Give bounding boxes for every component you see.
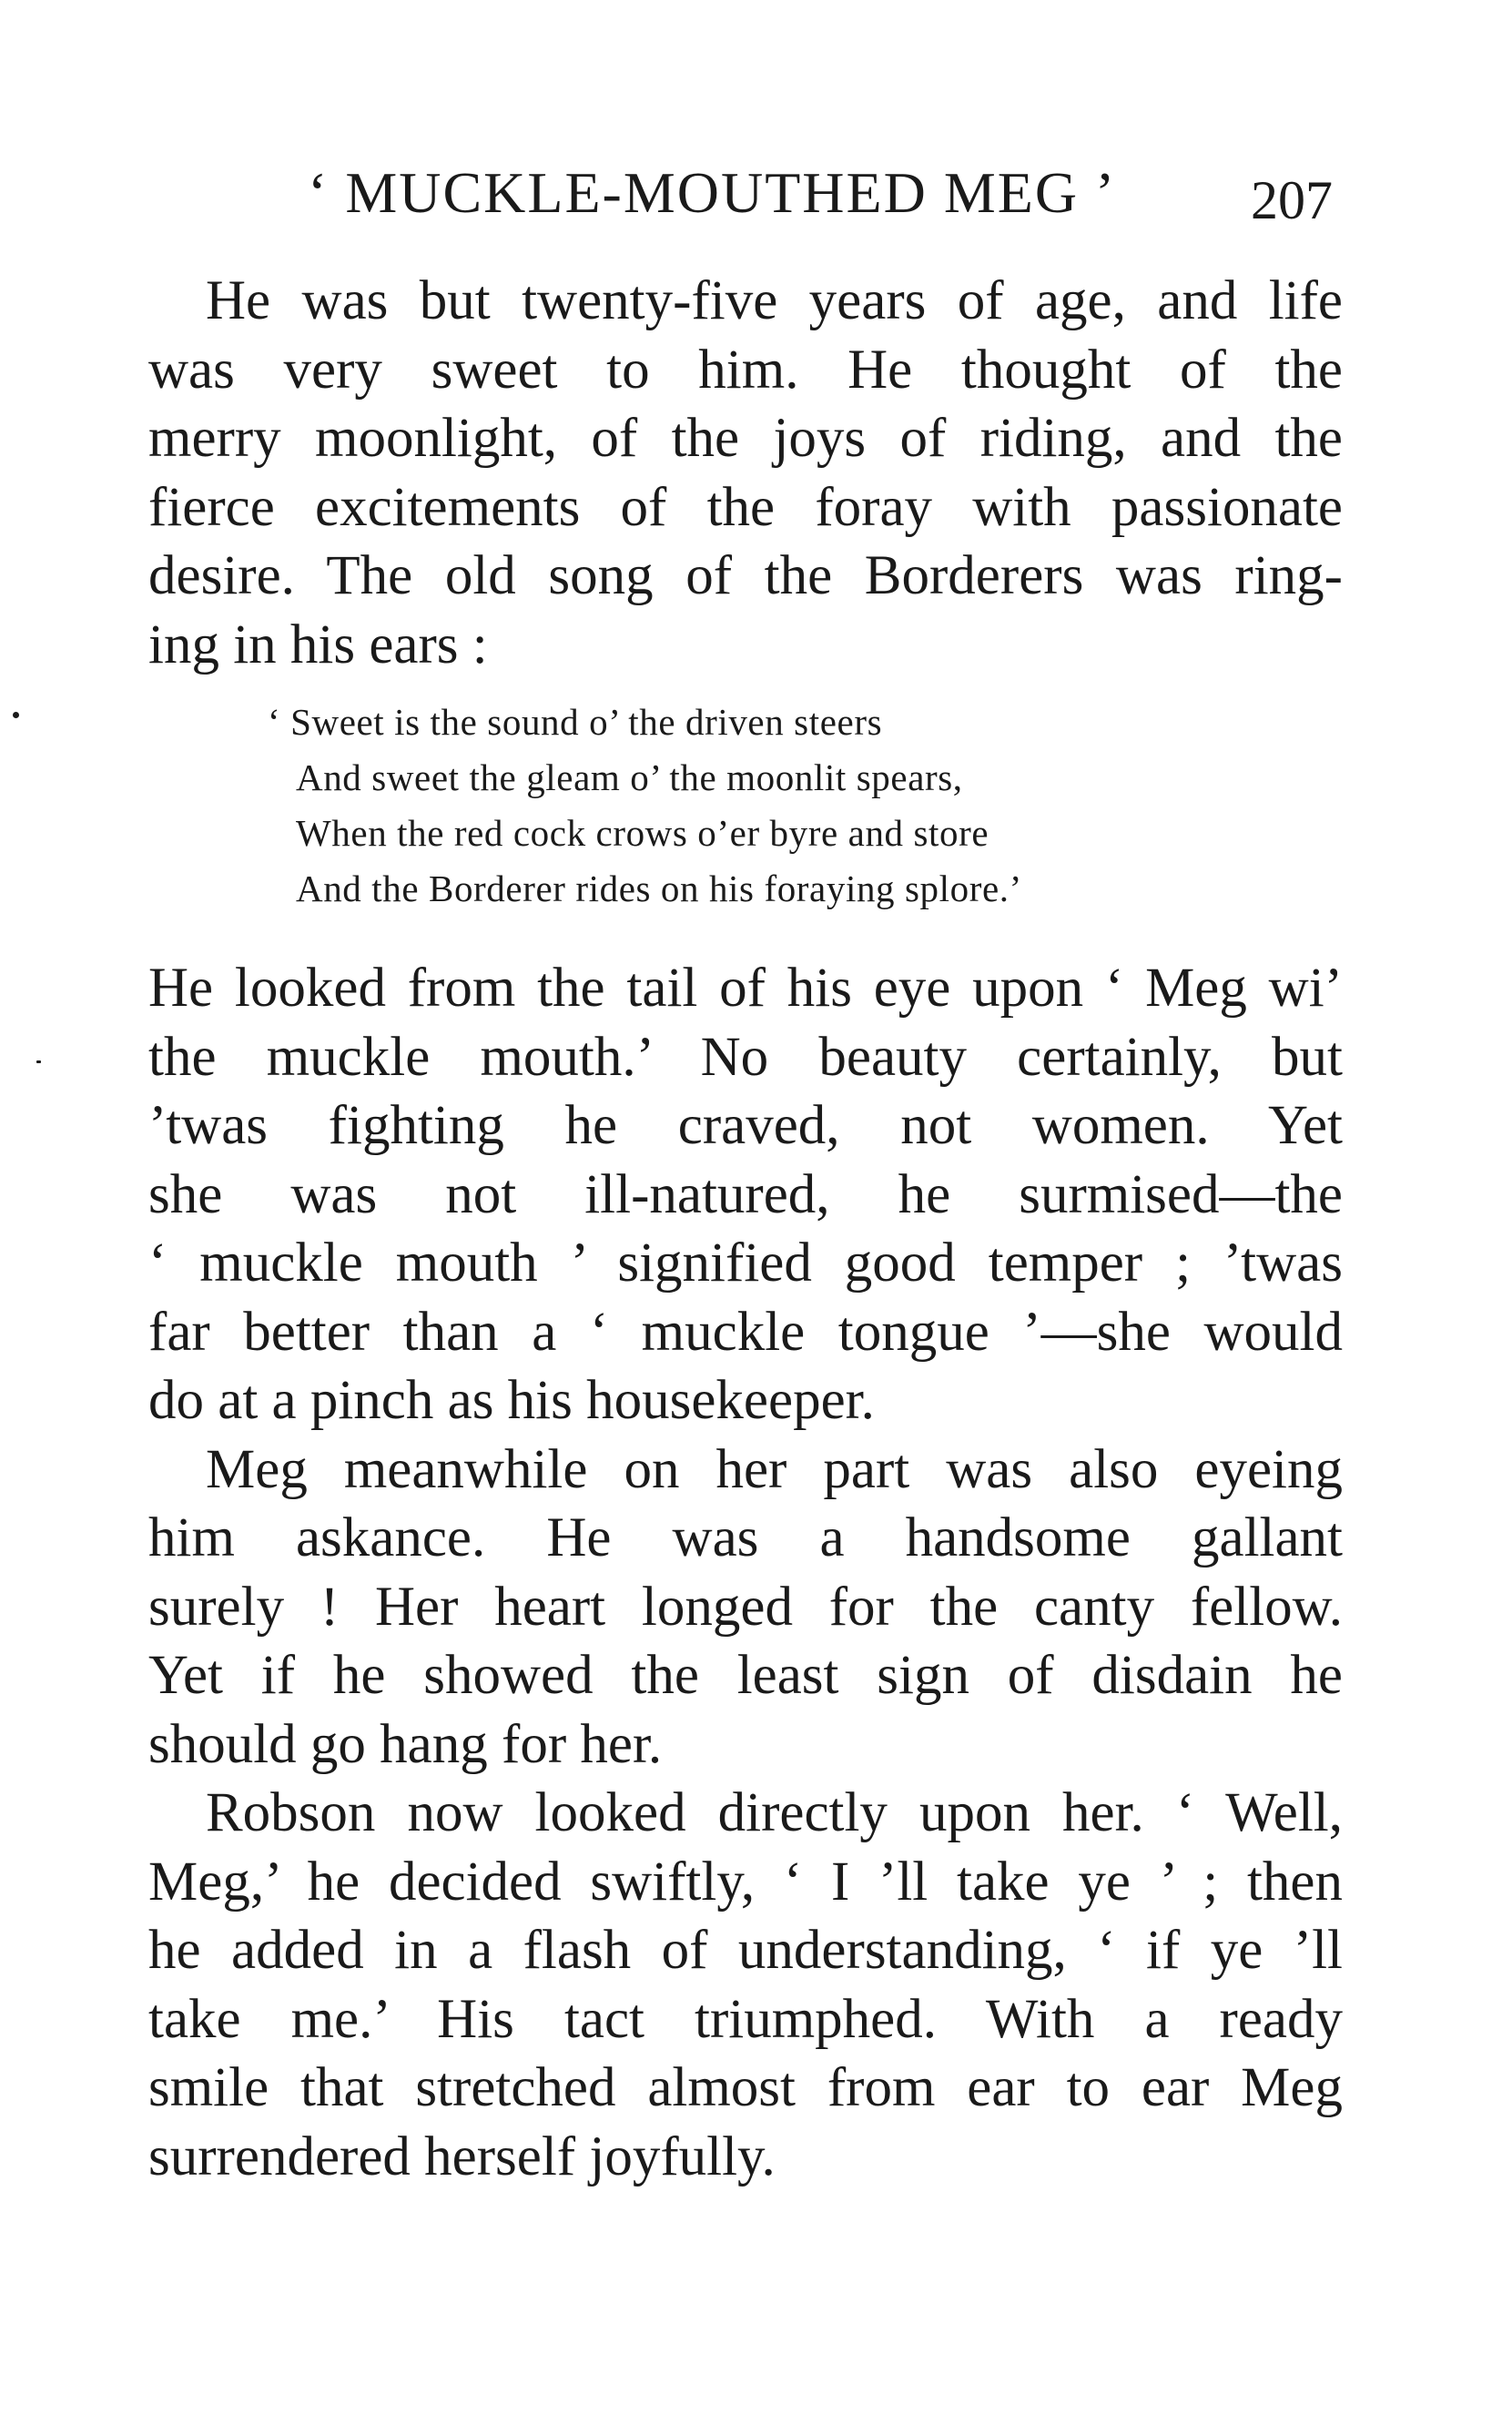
text-line: surely ! Her heart longed for the canty fellow.: [148, 1577, 1343, 1638]
text-line: fierce excitements of the foray with passionate: [148, 477, 1343, 538]
text-line: Meg,’ he decided swiftly, ‘ I ’ll take ye ’ ; then: [148, 1852, 1343, 1912]
verse-line: And the Borderer rides on his foraying splore.’: [296, 867, 1022, 909]
text-line: merry moonlight, of the joys of riding, and the: [148, 408, 1343, 469]
text-line: he added in a flash of understanding, ‘ if ye ’ll: [148, 1920, 1343, 1981]
text-line: ing in his ears :: [148, 614, 488, 675]
text-line: Meg meanwhile on her part was also eyeing: [206, 1439, 1343, 1500]
margin-speck: [36, 1060, 41, 1063]
text-line: take me.’ His tact triumphed. With a ready: [148, 1989, 1343, 2050]
text-line: him askance. He was a handsome gallant: [148, 1507, 1343, 1568]
text-line: ‘ muckle mouth ’ signified good temper ; ’twas: [148, 1233, 1343, 1294]
verse-line: ‘ Sweet is the sound o’ the driven steers: [268, 701, 883, 743]
text-line: Yet if he showed the least sign of disdain he: [148, 1645, 1343, 1706]
page-number: 207: [1251, 170, 1333, 230]
text-line: He was but twenty-five years of age, and life: [206, 270, 1343, 331]
verse-line: When the red cock crows o’er byre and store: [296, 812, 989, 854]
text-line: smile that stretched almost from ear to ear Meg: [148, 2057, 1343, 2118]
text-line: do at a pinch as his housekeeper.: [148, 1370, 875, 1431]
text-line: He looked from the tail of his eye upon ‘ Meg wi’: [148, 958, 1343, 1019]
text-line: should go hang for her.: [148, 1714, 663, 1775]
text-line: was very sweet to him. He thought of the: [148, 340, 1343, 401]
text-line: ’twas fighting he craved, not women. Yet: [148, 1095, 1343, 1156]
margin-speck: [13, 712, 19, 718]
verse-line: And sweet the gleam o’ the moonlit spears,: [296, 756, 963, 798]
text-line: far better than a ‘ muckle tongue ’—she would: [148, 1302, 1343, 1363]
running-title: ‘ MUCKLE-MOUTHED MEG ’: [308, 160, 1117, 225]
text-line: surrendered herself joyfully.: [148, 2126, 776, 2187]
text-line: Robson now looked directly upon her. ‘ Well,: [206, 1782, 1343, 1843]
text-line: she was not ill-natured, he surmised—the: [148, 1164, 1343, 1225]
text-line: desire. The old song of the Borderers was ring-: [148, 545, 1343, 606]
text-line: the muckle mouth.’ No beauty certainly, but: [148, 1027, 1343, 1088]
